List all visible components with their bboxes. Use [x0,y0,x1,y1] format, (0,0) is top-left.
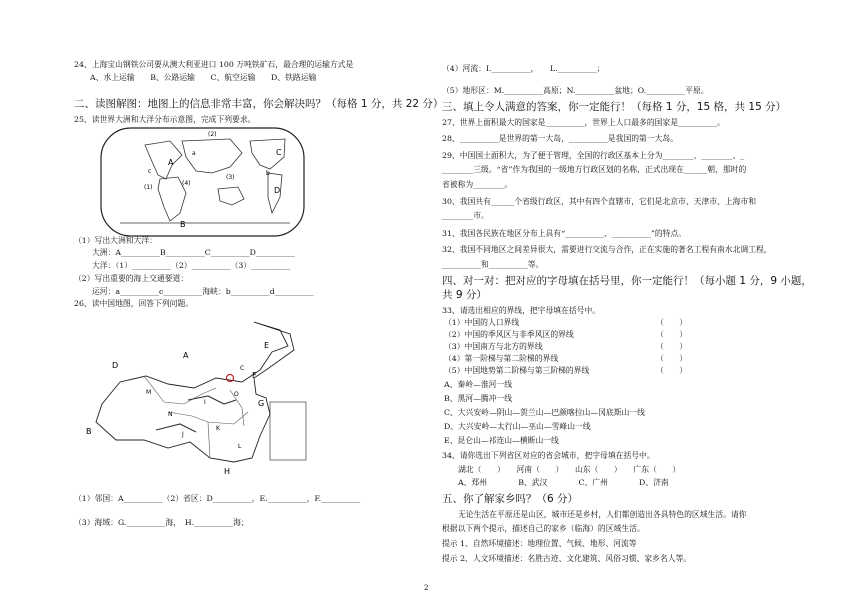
question-33: 33、请选出相应的界线，把字母填在括号中。 [442,306,601,315]
china-map [84,312,309,477]
question-34-provinces: 湖北（ ） 河南（ ） 山东（ ） 广东（ ） [458,465,681,474]
world-map [100,127,305,237]
question-28: 28、__________是世界的第一大岛，__________是我国的第一大岛。 [442,134,679,143]
right-column [430,0,860,607]
question-26-5: （5）地形区：M.__________高原；N.__________盆地；O.__________平原。 [442,86,709,95]
question-26-1: （1）邻国：A__________（2）省区：D__________，E.__________，F.__________ [74,494,361,503]
section-5-heading: 五、你了解家乡吗？（6 分） [442,493,579,505]
question-29-line-1: 29、中国国土面积大，为了便于管理，全国的行政区基本上分为________、________、_ [442,151,745,160]
question-34-options: A、郑州 B、武汉 C、广州 D、济南 [458,478,669,487]
question-32-line-1: 32、我国不同地区之间差异很大，需要进行交流与合作，正在实施的著名工程有南水北调工程， [442,245,772,254]
q33-answer-3[interactable]: （ ） [656,342,688,351]
q33-item-1: （1）中国的人口界线 [444,318,520,327]
page-number: 2 [424,584,429,592]
question-27: 27、世界上面积最大的国家是__________，世界上人口最多的国家是__________。 [442,118,725,127]
map-label-b: B [180,220,186,229]
river-yellow-line [188,396,236,404]
china-label-a: A [183,351,189,360]
continent-oceania-shape [218,187,244,205]
china-label-o: O [234,391,239,398]
map-label-ocean-4: (4) [182,180,191,187]
china-label-e: E [264,341,270,350]
china-label-h: H [224,467,231,476]
question-31: 31、我国各民族在地区分布上具有“__________、__________”的特点。 [442,229,687,238]
question-30-line-1: 30、我国共有______个省级行政区，其中有四个直辖市，它们是北京市、天津市、上海市和 [442,197,756,206]
china-label-n: N [168,411,173,418]
river-yangtze-line [156,424,196,432]
q33-option-a: A、秦岭—淮河一线 [444,380,513,389]
china-label-k: K [216,425,220,432]
china-label-g: G [258,399,265,408]
section-5-paragraph-1: 无论生活在平原还是山区，城市还是乡村，人们都创造出各具特色的区域生活。请你 [458,510,747,519]
china-label-l: L [238,443,242,450]
question-26-4: （4）河流：I.__________， L.__________； [442,64,605,73]
q33-option-e: E、昆仑山—祁连山—横断山一线 [444,436,559,445]
question-24: 24、上海宝山钢铁公司要从澳大利亚进口 100 万吨铁矿石，最合理的运输方式是 [74,60,354,69]
question-26: 26、读中国地图，回答下列问题。 [74,299,194,308]
province-border-3 [208,422,210,458]
section-5-hint-1: 提示 1、自然环境描述：地理位置、气候、地形、河流等 [442,539,637,548]
q33-answer-1[interactable]: （ ） [656,318,688,327]
map-label-strait-b: b [266,170,270,177]
section-2-heading: 二、读图解图：地图上的信息非常丰富，你会解决吗？（每格 1 分，共 22 分） [74,98,444,110]
section-4-heading: 四、对一对：把对应的字母填在括号里，你一定能行！（每小题 1 分，9 小题， [442,275,812,287]
q33-option-d: D、大兴安岭—太行山—巫山—雪峰山一线 [444,422,591,431]
china-label-b: B [86,427,92,436]
question-25-1: （1）写出大洲和大洋： [74,236,157,245]
map-label-strait-a: a [192,150,196,157]
question-26-3: （3）海域：G.__________海， H.__________海； [74,518,249,527]
q33-item-5: （5）中国地势第二阶梯与第三阶梯的界线 [444,366,590,375]
question-30-line-2: ________市。 [442,211,489,220]
question-29-line-2: ________三级。“省”作为我国的一级地方行政区划的名称，正式出现在______朝，那时的 [442,165,747,174]
q33-item-3: （3）中国南方与北方的界线 [444,342,543,351]
q33-item-2: （2）中国的季风区与非季风区的界线 [444,330,574,339]
map-label-d: D [274,186,281,195]
question-25-2-canals: 运河：a__________c__________海峡：b__________d__________ [92,287,314,296]
section-5-hint-2: 提示 2、人文环境描述：名胜古迹、文化建筑、风俗习惯、家乡名人等。 [442,554,692,563]
section-4-heading-cont: 共 9 分） [442,289,487,301]
china-label-m: M [146,389,152,396]
continent-asia-shape [182,139,242,173]
q33-answer-5[interactable]: （ ） [656,366,688,375]
section-3-heading: 三、填上令人满意的答案，你一定能行！（每格 1 分，15 格，共 15 分） [442,101,787,113]
china-label-f: F [252,371,257,380]
question-25-1-oceans: 大洋：（1）__________（2）__________（3）__________ [92,261,291,270]
map-label-ocean-1: (1) [144,184,153,191]
q33-option-c: C、大兴安岭—阴山—贺兰山—巴颜喀拉山—冈底斯山一线 [444,408,645,417]
map-label-ocean-2: (2) [208,131,217,138]
map-label-c: C [276,148,282,157]
q33-answer-2[interactable]: （ ） [656,330,688,339]
china-label-i: I [204,399,206,406]
map-label-strait-c: c [148,168,152,175]
q33-option-b: B、黑河—腾冲一线 [444,394,513,403]
china-label-d: D [112,361,119,370]
question-29-line-3: 省被称为________。 [442,180,513,189]
question-25-1-continents: 大洲：A__________B__________C__________D__________ [92,248,295,257]
section-5-paragraph-2: 根据以下两个提示，描述自己的家乡（临海）的区域生活。 [442,524,645,533]
question-25: 25、读世界大洲和大洋分布示意图，完成下列要求。 [74,115,256,124]
china-label-j: J [182,431,184,438]
question-25-2: （2）写出重要的海上交通要道： [74,274,189,283]
map-label-a: A [168,158,174,167]
china-label-c: C [240,365,245,372]
q33-answer-4[interactable]: （ ） [656,354,688,363]
question-32-line-2: __________和__________等。 [442,260,544,269]
south-china-sea-inset [270,402,306,460]
q33-item-4: （4）第一阶梯与第二阶梯的界线 [444,354,559,363]
question-24-options: A、水上运输 B、公路运输 C、航空运输 D、铁路运输 [90,73,317,82]
map-label-ocean-3: (3) [226,174,235,181]
question-34: 34、请你选出下列省区对应的省会城市，把字母填在括号中。 [442,451,655,460]
